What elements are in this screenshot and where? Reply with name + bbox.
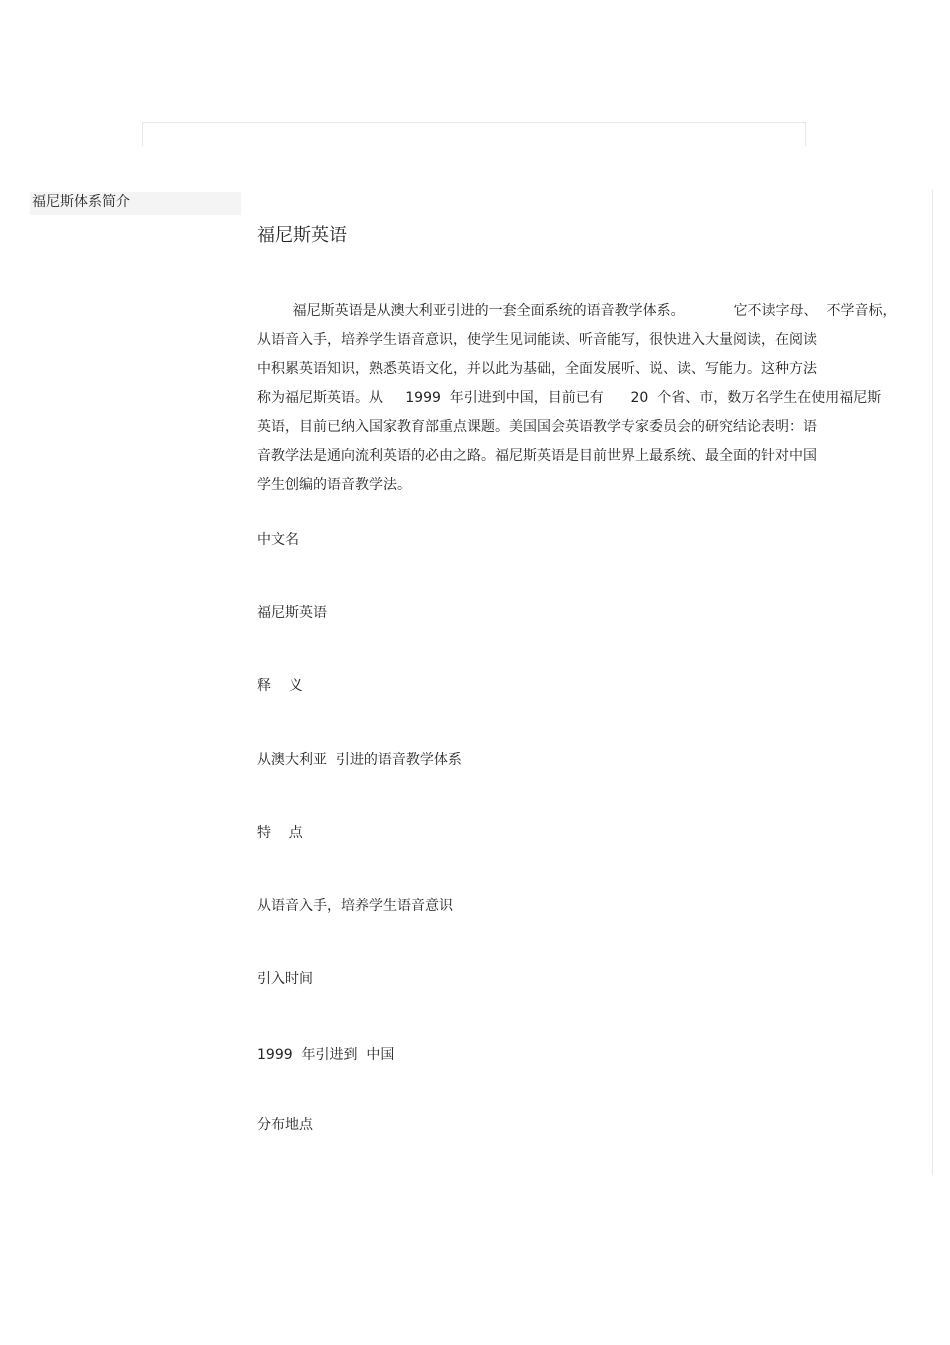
field-value-chinese-name: 福尼斯英语 — [257, 605, 327, 621]
intro-line: 称为福尼斯英语。从 1999 年引进到中国，目前已有 20 个省、市，数万名学生在使用福尼斯 — [257, 390, 882, 406]
field-value-meaning: 从澳大利亚 引进的语音教学体系 — [257, 752, 462, 768]
field-value-features: 从语音入手，培养学生语音意识 — [257, 898, 453, 914]
field-label-chinese-name: 中文名 — [257, 532, 299, 548]
sidebar-panel — [30, 192, 241, 215]
field-label-meaning: 释 义 — [257, 678, 303, 694]
field-label-distribution: 分布地点 — [257, 1117, 313, 1133]
intro-line: 英语，目前已纳入国家教育部重点课题。美国国会英语教学专家委员会的研究结论表明：语 — [257, 419, 817, 435]
intro-line: 福尼斯英语是从澳大利亚引进的一套全面系统的语音教学体系。 它不读字母、 不学音标， — [257, 303, 897, 319]
field-value-intro-time: 1999 年引进到 中国 — [257, 1047, 395, 1063]
field-label-features: 特 点 — [257, 825, 303, 841]
intro-line: 音教学法是通向流利英语的必由之路。福尼斯英语是目前世界上最系统、最全面的针对中国 — [257, 448, 817, 464]
top-frame — [142, 122, 806, 146]
field-label-intro-time: 引入时间 — [257, 971, 313, 987]
sidebar-item-intro[interactable]: 福尼斯体系简介 — [32, 194, 130, 210]
page-title: 福尼斯英语 — [257, 225, 347, 246]
right-divider — [932, 190, 933, 1175]
intro-line: 中积累英语知识，熟悉英语文化，并以此为基础，全面发展听、说、读、写能力。这种方法 — [257, 361, 817, 377]
intro-line: 从语音入手，培养学生语音意识，使学生见词能读、听音能写，很快进入大量阅读，在阅读 — [257, 332, 817, 348]
intro-line: 学生创编的语音教学法。 — [257, 477, 411, 493]
